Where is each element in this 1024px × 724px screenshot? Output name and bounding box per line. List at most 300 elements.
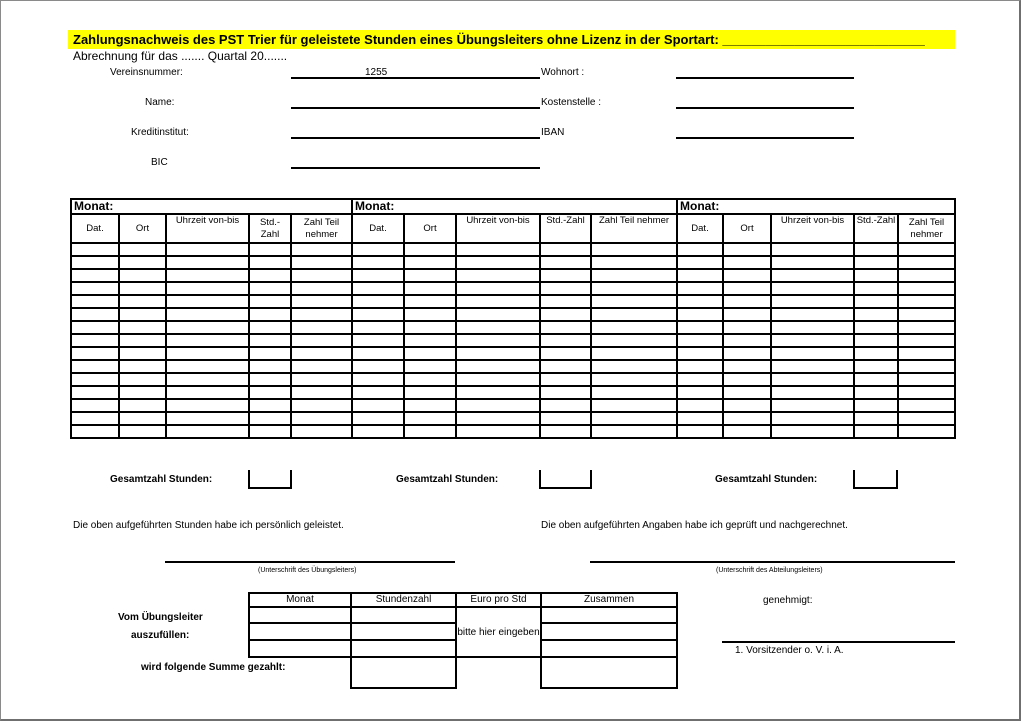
- table-cell[interactable]: [677, 347, 723, 360]
- table-cell[interactable]: [404, 308, 456, 321]
- table-cell[interactable]: [166, 321, 249, 334]
- euro-note: bitte hier eingeben: [457, 626, 540, 638]
- table-cell[interactable]: [677, 360, 723, 373]
- table-cell[interactable]: [677, 334, 723, 347]
- table-cell[interactable]: [456, 425, 540, 438]
- month-label[interactable]: Monat:: [352, 199, 677, 214]
- total-box-3[interactable]: [853, 470, 898, 489]
- table-cell[interactable]: [352, 308, 404, 321]
- table-cell[interactable]: [591, 386, 677, 399]
- table-cell[interactable]: [352, 295, 404, 308]
- field-iban[interactable]: [676, 137, 854, 139]
- table-cell[interactable]: [404, 256, 456, 269]
- table-cell[interactable]: [771, 295, 854, 308]
- table-cell[interactable]: [677, 412, 723, 425]
- table-cell[interactable]: [119, 295, 166, 308]
- table-cell[interactable]: [898, 243, 955, 256]
- table-cell[interactable]: [119, 321, 166, 334]
- table-cell[interactable]: [771, 425, 854, 438]
- table-row: [71, 386, 352, 399]
- table-cell[interactable]: [771, 243, 854, 256]
- table-cell[interactable]: [291, 282, 352, 295]
- table-cell[interactable]: [119, 256, 166, 269]
- table-cell[interactable]: [723, 373, 771, 386]
- table-cell[interactable]: [677, 282, 723, 295]
- table-cell[interactable]: [456, 347, 540, 360]
- table-cell[interactable]: [249, 282, 291, 295]
- table-cell[interactable]: [71, 282, 119, 295]
- label-kostenstelle: Kostenstelle :: [541, 97, 602, 108]
- table-cell[interactable]: [249, 360, 291, 373]
- table-cell[interactable]: [352, 321, 404, 334]
- table-cell[interactable]: [352, 360, 404, 373]
- total-box-1[interactable]: [248, 470, 292, 489]
- summary-cell-stundenzahl[interactable]: [351, 607, 456, 623]
- table-cell[interactable]: [898, 347, 955, 360]
- table-cell[interactable]: [898, 269, 955, 282]
- table-cell[interactable]: [291, 360, 352, 373]
- table-cell[interactable]: [591, 347, 677, 360]
- table-cell[interactable]: [898, 399, 955, 412]
- table-cell[interactable]: [898, 360, 955, 373]
- table-cell[interactable]: [456, 269, 540, 282]
- table-row: [71, 334, 352, 347]
- table-cell[interactable]: [723, 321, 771, 334]
- table-cell[interactable]: [71, 373, 119, 386]
- column-header: Dat.: [677, 214, 723, 243]
- table-cell[interactable]: [854, 386, 898, 399]
- summary-cell-monat[interactable]: [249, 623, 351, 640]
- summary-cell-zusammen[interactable]: [541, 607, 677, 623]
- table-cell[interactable]: [404, 386, 456, 399]
- table-cell[interactable]: [898, 386, 955, 399]
- table-cell[interactable]: [723, 243, 771, 256]
- table-cell[interactable]: [771, 334, 854, 347]
- table-cell[interactable]: [71, 269, 119, 282]
- hours-table-2: [351, 198, 678, 439]
- summary-col-zusammen: Zusammen: [541, 593, 677, 607]
- label-iban: IBAN: [541, 127, 565, 138]
- table-cell[interactable]: [291, 399, 352, 412]
- table-cell[interactable]: [71, 412, 119, 425]
- table-cell[interactable]: [854, 425, 898, 438]
- month-label[interactable]: Monat:: [71, 199, 352, 214]
- field-kreditinstitut[interactable]: [291, 137, 540, 139]
- summary-cell-zusammen[interactable]: [541, 640, 677, 657]
- table-cell[interactable]: [352, 373, 404, 386]
- table-cell[interactable]: [71, 308, 119, 321]
- table-cell[interactable]: [540, 256, 591, 269]
- summary-col-stundenzahl: Stundenzahl: [351, 593, 456, 607]
- form-title: Zahlungsnachweis des PST Trier für geleistete Stunden eines Übungsleiters ohne Lizenz in der Sportart: ____________________________: [73, 32, 925, 47]
- table-cell[interactable]: [540, 295, 591, 308]
- summary-cell-euro[interactable]: [456, 607, 541, 657]
- table-cell[interactable]: [352, 256, 404, 269]
- summary-cell-monat[interactable]: [249, 607, 351, 623]
- table-cell[interactable]: [291, 321, 352, 334]
- table-cell[interactable]: [119, 347, 166, 360]
- table-cell[interactable]: [591, 373, 677, 386]
- table-cell[interactable]: [540, 334, 591, 347]
- table-cell[interactable]: [540, 425, 591, 438]
- sum-label: wird folgende Summe gezahlt:: [141, 662, 286, 673]
- table-cell[interactable]: [352, 399, 404, 412]
- table-cell[interactable]: [677, 308, 723, 321]
- table-cell[interactable]: [456, 373, 540, 386]
- table-cell[interactable]: [898, 412, 955, 425]
- trainer-signature-line[interactable]: [165, 561, 455, 563]
- table-cell[interactable]: [291, 295, 352, 308]
- table-cell[interactable]: [456, 256, 540, 269]
- label-name: Name:: [145, 97, 175, 108]
- table-cell[interactable]: [456, 308, 540, 321]
- table-cell[interactable]: [540, 399, 591, 412]
- table-cell[interactable]: [854, 347, 898, 360]
- column-header: Uhrzeit von-bis: [166, 214, 249, 243]
- label-vereinsnummer: Vereinsnummer:: [110, 67, 183, 78]
- table-cell[interactable]: [771, 282, 854, 295]
- table-cell[interactable]: [166, 360, 249, 373]
- table-cell[interactable]: [723, 295, 771, 308]
- table-cell[interactable]: [119, 360, 166, 373]
- table-cell[interactable]: [540, 373, 591, 386]
- table-cell[interactable]: [404, 321, 456, 334]
- table-cell[interactable]: [591, 399, 677, 412]
- table-cell[interactable]: [404, 425, 456, 438]
- table-cell[interactable]: [404, 373, 456, 386]
- column-header: Std.-Zahl: [540, 214, 591, 243]
- table-cell[interactable]: [540, 386, 591, 399]
- summary-cell-monat[interactable]: [249, 640, 351, 657]
- table-row: [677, 425, 955, 438]
- summary-cell-stundenzahl[interactable]: [351, 623, 456, 640]
- table-cell[interactable]: [352, 243, 404, 256]
- table-row: [71, 360, 352, 373]
- table-cell[interactable]: [677, 425, 723, 438]
- field-vereinsnummer[interactable]: [291, 77, 540, 79]
- field-name[interactable]: [291, 107, 540, 109]
- table-cell[interactable]: [591, 282, 677, 295]
- table-cell[interactable]: [540, 308, 591, 321]
- table-cell[interactable]: [291, 347, 352, 360]
- table-row: [71, 295, 352, 308]
- table-cell[interactable]: [456, 295, 540, 308]
- table-cell[interactable]: [249, 269, 291, 282]
- table-cell[interactable]: [249, 347, 291, 360]
- table-cell[interactable]: [898, 295, 955, 308]
- field-bic[interactable]: [291, 167, 540, 169]
- table-cell[interactable]: [723, 269, 771, 282]
- table-cell[interactable]: [352, 425, 404, 438]
- table-cell[interactable]: [540, 269, 591, 282]
- table-cell[interactable]: [71, 360, 119, 373]
- table-cell[interactable]: [352, 269, 404, 282]
- table-cell[interactable]: [166, 399, 249, 412]
- table-cell[interactable]: [723, 425, 771, 438]
- table-cell[interactable]: [854, 360, 898, 373]
- table-cell[interactable]: [404, 347, 456, 360]
- column-header-row: [71, 214, 352, 243]
- column-header: Std.-Zahl: [854, 214, 898, 243]
- total-box-2[interactable]: [539, 470, 592, 489]
- table-cell[interactable]: [771, 386, 854, 399]
- table-cell[interactable]: [119, 386, 166, 399]
- table-cell[interactable]: [71, 399, 119, 412]
- table-cell[interactable]: [166, 334, 249, 347]
- table-cell[interactable]: [456, 360, 540, 373]
- table-cell[interactable]: [249, 386, 291, 399]
- table-cell[interactable]: [854, 295, 898, 308]
- table-cell[interactable]: [898, 282, 955, 295]
- table-cell[interactable]: [291, 308, 352, 321]
- table-cell[interactable]: [119, 308, 166, 321]
- table-row: [352, 243, 677, 256]
- table-cell[interactable]: [771, 347, 854, 360]
- approval-signature-line[interactable]: [722, 641, 955, 643]
- table-cell[interactable]: [352, 347, 404, 360]
- table-cell[interactable]: [591, 243, 677, 256]
- table-cell[interactable]: [591, 269, 677, 282]
- summary-sum-stunden[interactable]: [351, 657, 456, 688]
- column-header: Ort: [723, 214, 771, 243]
- hours-table-3: [676, 198, 956, 439]
- table-row: [71, 373, 352, 386]
- table-cell[interactable]: [456, 412, 540, 425]
- table-cell[interactable]: [898, 308, 955, 321]
- table-cell[interactable]: [249, 425, 291, 438]
- table-row: [71, 425, 352, 438]
- table-cell[interactable]: [854, 321, 898, 334]
- table-row: [677, 308, 955, 321]
- table-cell[interactable]: [291, 412, 352, 425]
- table-cell[interactable]: [771, 373, 854, 386]
- table-cell[interactable]: [166, 347, 249, 360]
- table-row: [71, 399, 352, 412]
- table-cell[interactable]: [591, 295, 677, 308]
- table-cell[interactable]: [854, 269, 898, 282]
- table-cell[interactable]: [677, 373, 723, 386]
- table-cell[interactable]: [723, 386, 771, 399]
- table-cell[interactable]: [404, 295, 456, 308]
- table-cell[interactable]: [771, 321, 854, 334]
- summary-cell-zusammen[interactable]: [541, 623, 677, 640]
- table-cell[interactable]: [404, 243, 456, 256]
- table-cell[interactable]: [404, 360, 456, 373]
- table-cell[interactable]: [249, 256, 291, 269]
- table-cell[interactable]: [249, 412, 291, 425]
- table-cell[interactable]: [677, 386, 723, 399]
- table-cell[interactable]: [291, 243, 352, 256]
- table-cell[interactable]: [540, 347, 591, 360]
- table-cell[interactable]: [540, 282, 591, 295]
- table-cell[interactable]: [166, 412, 249, 425]
- table-cell[interactable]: [119, 412, 166, 425]
- table-cell[interactable]: [291, 373, 352, 386]
- table-cell[interactable]: [166, 386, 249, 399]
- table-cell[interactable]: [591, 308, 677, 321]
- table-cell[interactable]: [456, 282, 540, 295]
- table-cell[interactable]: [723, 308, 771, 321]
- table-cell[interactable]: [166, 308, 249, 321]
- table-cell[interactable]: [771, 412, 854, 425]
- table-cell[interactable]: [291, 334, 352, 347]
- table-cell[interactable]: [249, 243, 291, 256]
- table-cell[interactable]: [854, 282, 898, 295]
- table-cell[interactable]: [119, 282, 166, 295]
- table-cell[interactable]: [119, 373, 166, 386]
- table-cell[interactable]: [898, 425, 955, 438]
- table-cell[interactable]: [291, 256, 352, 269]
- table-cell[interactable]: [591, 256, 677, 269]
- table-cell[interactable]: [71, 256, 119, 269]
- table-cell[interactable]: [71, 295, 119, 308]
- column-header-row: [352, 214, 677, 243]
- table-cell[interactable]: [677, 243, 723, 256]
- table-cell[interactable]: [352, 334, 404, 347]
- table-cell[interactable]: [591, 412, 677, 425]
- table-cell[interactable]: [166, 295, 249, 308]
- table-cell[interactable]: [591, 321, 677, 334]
- summary-col-monat: Monat: [249, 593, 351, 607]
- table-cell[interactable]: [291, 425, 352, 438]
- table-cell[interactable]: [456, 321, 540, 334]
- summary-sum-empty: [249, 657, 351, 688]
- table-cell[interactable]: [723, 282, 771, 295]
- table-cell[interactable]: [591, 360, 677, 373]
- table-cell[interactable]: [352, 386, 404, 399]
- table-cell[interactable]: [119, 243, 166, 256]
- table-cell[interactable]: [540, 321, 591, 334]
- table-row: [352, 295, 677, 308]
- table-cell[interactable]: [854, 412, 898, 425]
- table-cell[interactable]: [291, 386, 352, 399]
- table-cell[interactable]: [771, 399, 854, 412]
- table-cell[interactable]: [119, 334, 166, 347]
- table-row: [71, 308, 352, 321]
- table-cell[interactable]: [723, 412, 771, 425]
- table-cell[interactable]: [456, 243, 540, 256]
- table-cell[interactable]: [404, 334, 456, 347]
- trainer-statement: Die oben aufgeführten Stunden habe ich persönlich geleistet.: [73, 520, 344, 531]
- table-cell[interactable]: [166, 425, 249, 438]
- table-cell[interactable]: [352, 412, 404, 425]
- form-subtitle: Abrechnung für das ....... Quartal 20.......: [73, 49, 288, 63]
- table-cell[interactable]: [119, 399, 166, 412]
- table-cell[interactable]: [404, 399, 456, 412]
- table-cell[interactable]: [898, 373, 955, 386]
- field-wohnort[interactable]: [676, 77, 854, 79]
- table-cell[interactable]: [854, 308, 898, 321]
- table-cell[interactable]: [456, 399, 540, 412]
- value-vereinsnummer[interactable]: 1255: [365, 67, 388, 78]
- table-cell[interactable]: [771, 256, 854, 269]
- table-cell[interactable]: [71, 347, 119, 360]
- table-cell[interactable]: [771, 308, 854, 321]
- table-cell[interactable]: [249, 295, 291, 308]
- table-cell[interactable]: [119, 269, 166, 282]
- table-cell[interactable]: [71, 243, 119, 256]
- month-row: [677, 199, 955, 214]
- table-row: [352, 256, 677, 269]
- table-cell[interactable]: [723, 347, 771, 360]
- table-cell[interactable]: [166, 256, 249, 269]
- field-kostenstelle[interactable]: [676, 107, 854, 109]
- column-header: Ort: [404, 214, 456, 243]
- table-cell[interactable]: [249, 321, 291, 334]
- table-cell[interactable]: [898, 334, 955, 347]
- table-cell[interactable]: [854, 373, 898, 386]
- table-cell[interactable]: [771, 269, 854, 282]
- table-cell[interactable]: [540, 412, 591, 425]
- table-row: [352, 282, 677, 295]
- table-cell[interactable]: [723, 256, 771, 269]
- table-cell[interactable]: [291, 269, 352, 282]
- table-cell[interactable]: [723, 399, 771, 412]
- total-label-3: Gesamtzahl Stunden:: [715, 474, 818, 485]
- table-cell[interactable]: [854, 256, 898, 269]
- table-cell[interactable]: [540, 360, 591, 373]
- summary-sum-empty: [456, 657, 541, 688]
- column-header: Ort: [119, 214, 166, 243]
- table-cell[interactable]: [166, 373, 249, 386]
- table-cell[interactable]: [898, 256, 955, 269]
- table-cell[interactable]: [404, 282, 456, 295]
- table-row: [71, 269, 352, 282]
- table-row: [352, 308, 677, 321]
- table-cell[interactable]: [119, 425, 166, 438]
- table-cell[interactable]: [166, 282, 249, 295]
- table-cell[interactable]: [591, 425, 677, 438]
- table-cell[interactable]: [723, 360, 771, 373]
- table-cell[interactable]: [404, 412, 456, 425]
- table-cell[interactable]: [854, 243, 898, 256]
- table-cell[interactable]: [456, 386, 540, 399]
- total-label-2: Gesamtzahl Stunden:: [396, 474, 499, 485]
- table-cell[interactable]: [404, 269, 456, 282]
- table-cell[interactable]: [540, 243, 591, 256]
- head-signature-line[interactable]: [590, 561, 955, 563]
- summary-cell-stundenzahl[interactable]: [351, 640, 456, 657]
- table-cell[interactable]: [249, 334, 291, 347]
- table-cell[interactable]: [591, 334, 677, 347]
- month-label[interactable]: Monat:: [677, 199, 955, 214]
- table-cell[interactable]: [71, 321, 119, 334]
- table-cell[interactable]: [71, 334, 119, 347]
- table-cell[interactable]: [71, 425, 119, 438]
- table-cell[interactable]: [456, 334, 540, 347]
- table-cell[interactable]: [249, 308, 291, 321]
- table-cell[interactable]: [854, 334, 898, 347]
- table-cell[interactable]: [771, 360, 854, 373]
- table-cell[interactable]: [71, 386, 119, 399]
- table-cell[interactable]: [677, 399, 723, 412]
- table-cell[interactable]: [677, 295, 723, 308]
- table-cell[interactable]: [723, 334, 771, 347]
- table-cell[interactable]: [352, 282, 404, 295]
- table-cell[interactable]: [677, 321, 723, 334]
- table-row: [677, 282, 955, 295]
- table-cell[interactable]: [898, 321, 955, 334]
- table-cell[interactable]: [249, 399, 291, 412]
- table-cell[interactable]: [166, 243, 249, 256]
- summary-sum-total[interactable]: [541, 657, 677, 688]
- month-row: [352, 199, 677, 214]
- table-cell[interactable]: [677, 256, 723, 269]
- table-cell[interactable]: [249, 373, 291, 386]
- table-cell[interactable]: [166, 269, 249, 282]
- table-cell[interactable]: [854, 399, 898, 412]
- table-cell[interactable]: [677, 269, 723, 282]
